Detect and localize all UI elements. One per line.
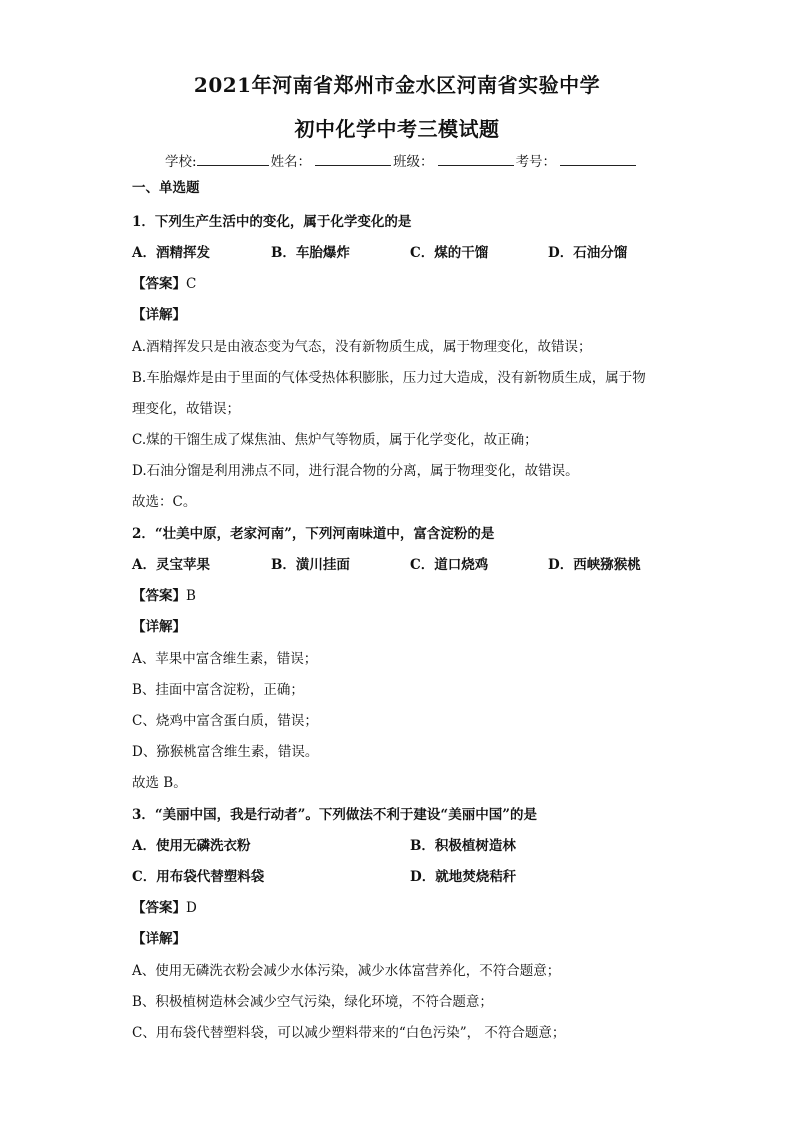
q3-detail-line: C、用布袋代替塑料袋，可以减少塑料带来的“白色污染”， 不符合题意；	[132, 1025, 566, 1041]
name-label: 姓名：	[270, 154, 312, 170]
school-label: 学校:	[165, 154, 197, 170]
q3-answer	[132, 898, 197, 918]
q1-detail-line: D.石油分馏是利用沸点不同，进行混合物的分离，属于物理变化，故错误。	[132, 463, 579, 479]
q3-detail-line: B、积极植树造林会减少空气污染，绿化环境，不符合题意；	[132, 994, 493, 1010]
q2-option-a: A．灵宝苹果	[132, 557, 210, 573]
q1-detail-line: C.煤的干馏生成了煤焦油、焦炉气等物质，属于化学变化，故正确；	[132, 432, 538, 448]
q3-answer-value: D	[186, 900, 197, 916]
document-subtitle: 初中化学中考三模试题	[294, 117, 500, 141]
school-blank[interactable]	[197, 151, 269, 166]
q3-option-c: C．用布袋代替塑料袋	[132, 869, 265, 885]
q1-detail-line: A.酒精挥发只是由液态变为气态，没有新物质生成，属于物理变化，故错误；	[132, 339, 592, 355]
q2-option-d: D．西峡猕猴桃	[548, 557, 641, 573]
q1-detail-label: 【详解】	[132, 307, 186, 323]
q1-detail-line: B.车胎爆炸是由于里面的气体受热体积膨胀，压力过大造成，没有新物质生成，属于物	[132, 370, 646, 386]
q2-detail-line: A、苹果中富含维生素，错误；	[132, 651, 318, 667]
q2-answer-value: B	[186, 588, 196, 604]
q2-detail-label: 【详解】	[132, 619, 186, 635]
q1-answer	[132, 274, 196, 294]
q2-option-c: C．道口烧鸡	[410, 557, 489, 573]
section-title: 一、单选题	[132, 180, 200, 196]
exam-no-label: 考号：	[515, 154, 557, 170]
class-label: 班级：	[393, 154, 434, 170]
q2-answer-label: 【答案】	[132, 588, 186, 604]
q1-option-a: A．酒精挥发	[132, 245, 210, 261]
q2-stem: 2．“壮美中原，老家河南”，下列河南味道中，富含淀粉的是	[132, 526, 495, 542]
q1-option-c: C．煤的干馏	[410, 245, 489, 261]
q3-detail-line: A、使用无磷洗衣粉会减少水体污染，减少水体富营养化，不符合题意；	[132, 963, 561, 979]
student-info-row	[165, 150, 638, 170]
q1-option-d: D．石油分馏	[548, 245, 628, 261]
q3-option-b: B．积极植树造林	[410, 838, 516, 854]
q1-detail-line: 理变化，故错误；	[132, 401, 240, 417]
q2-detail-line: D、猕猴桃富含维生素，错误。	[132, 744, 319, 760]
q2-detail-line: C、烧鸡中富含蛋白质，错误；	[132, 713, 318, 729]
q2-answer	[132, 586, 196, 606]
q1-answer-label: 【答案】	[132, 276, 186, 292]
q2-option-b: B．潢川挂面	[271, 557, 350, 573]
q1-detail-line: 故选：C。	[132, 494, 197, 510]
q3-stem: 3．“美丽中国，我是行动者”。下列做法不利于建设“美丽中国”的是	[132, 807, 537, 823]
q1-option-b: B．车胎爆炸	[271, 245, 350, 261]
q1-stem: 1．下列生产生活中的变化，属于化学变化的是	[132, 214, 412, 230]
q2-detail-line: 故选 B。	[132, 775, 187, 791]
exam-no-blank[interactable]	[560, 151, 636, 166]
q3-option-a: A．使用无磷洗衣粉	[132, 838, 251, 854]
name-blank[interactable]	[315, 151, 391, 166]
q3-detail-label: 【详解】	[132, 931, 186, 947]
class-blank[interactable]	[438, 151, 514, 166]
document-title: 2021年河南省郑州市金水区河南省实验中学	[193, 73, 601, 97]
q3-option-d: D．就地焚烧秸秆	[410, 869, 517, 885]
q2-detail-line: B、挂面中富含淀粉，正确；	[132, 682, 304, 698]
q1-answer-value: C	[186, 276, 197, 292]
q3-answer-label: 【答案】	[132, 900, 186, 916]
